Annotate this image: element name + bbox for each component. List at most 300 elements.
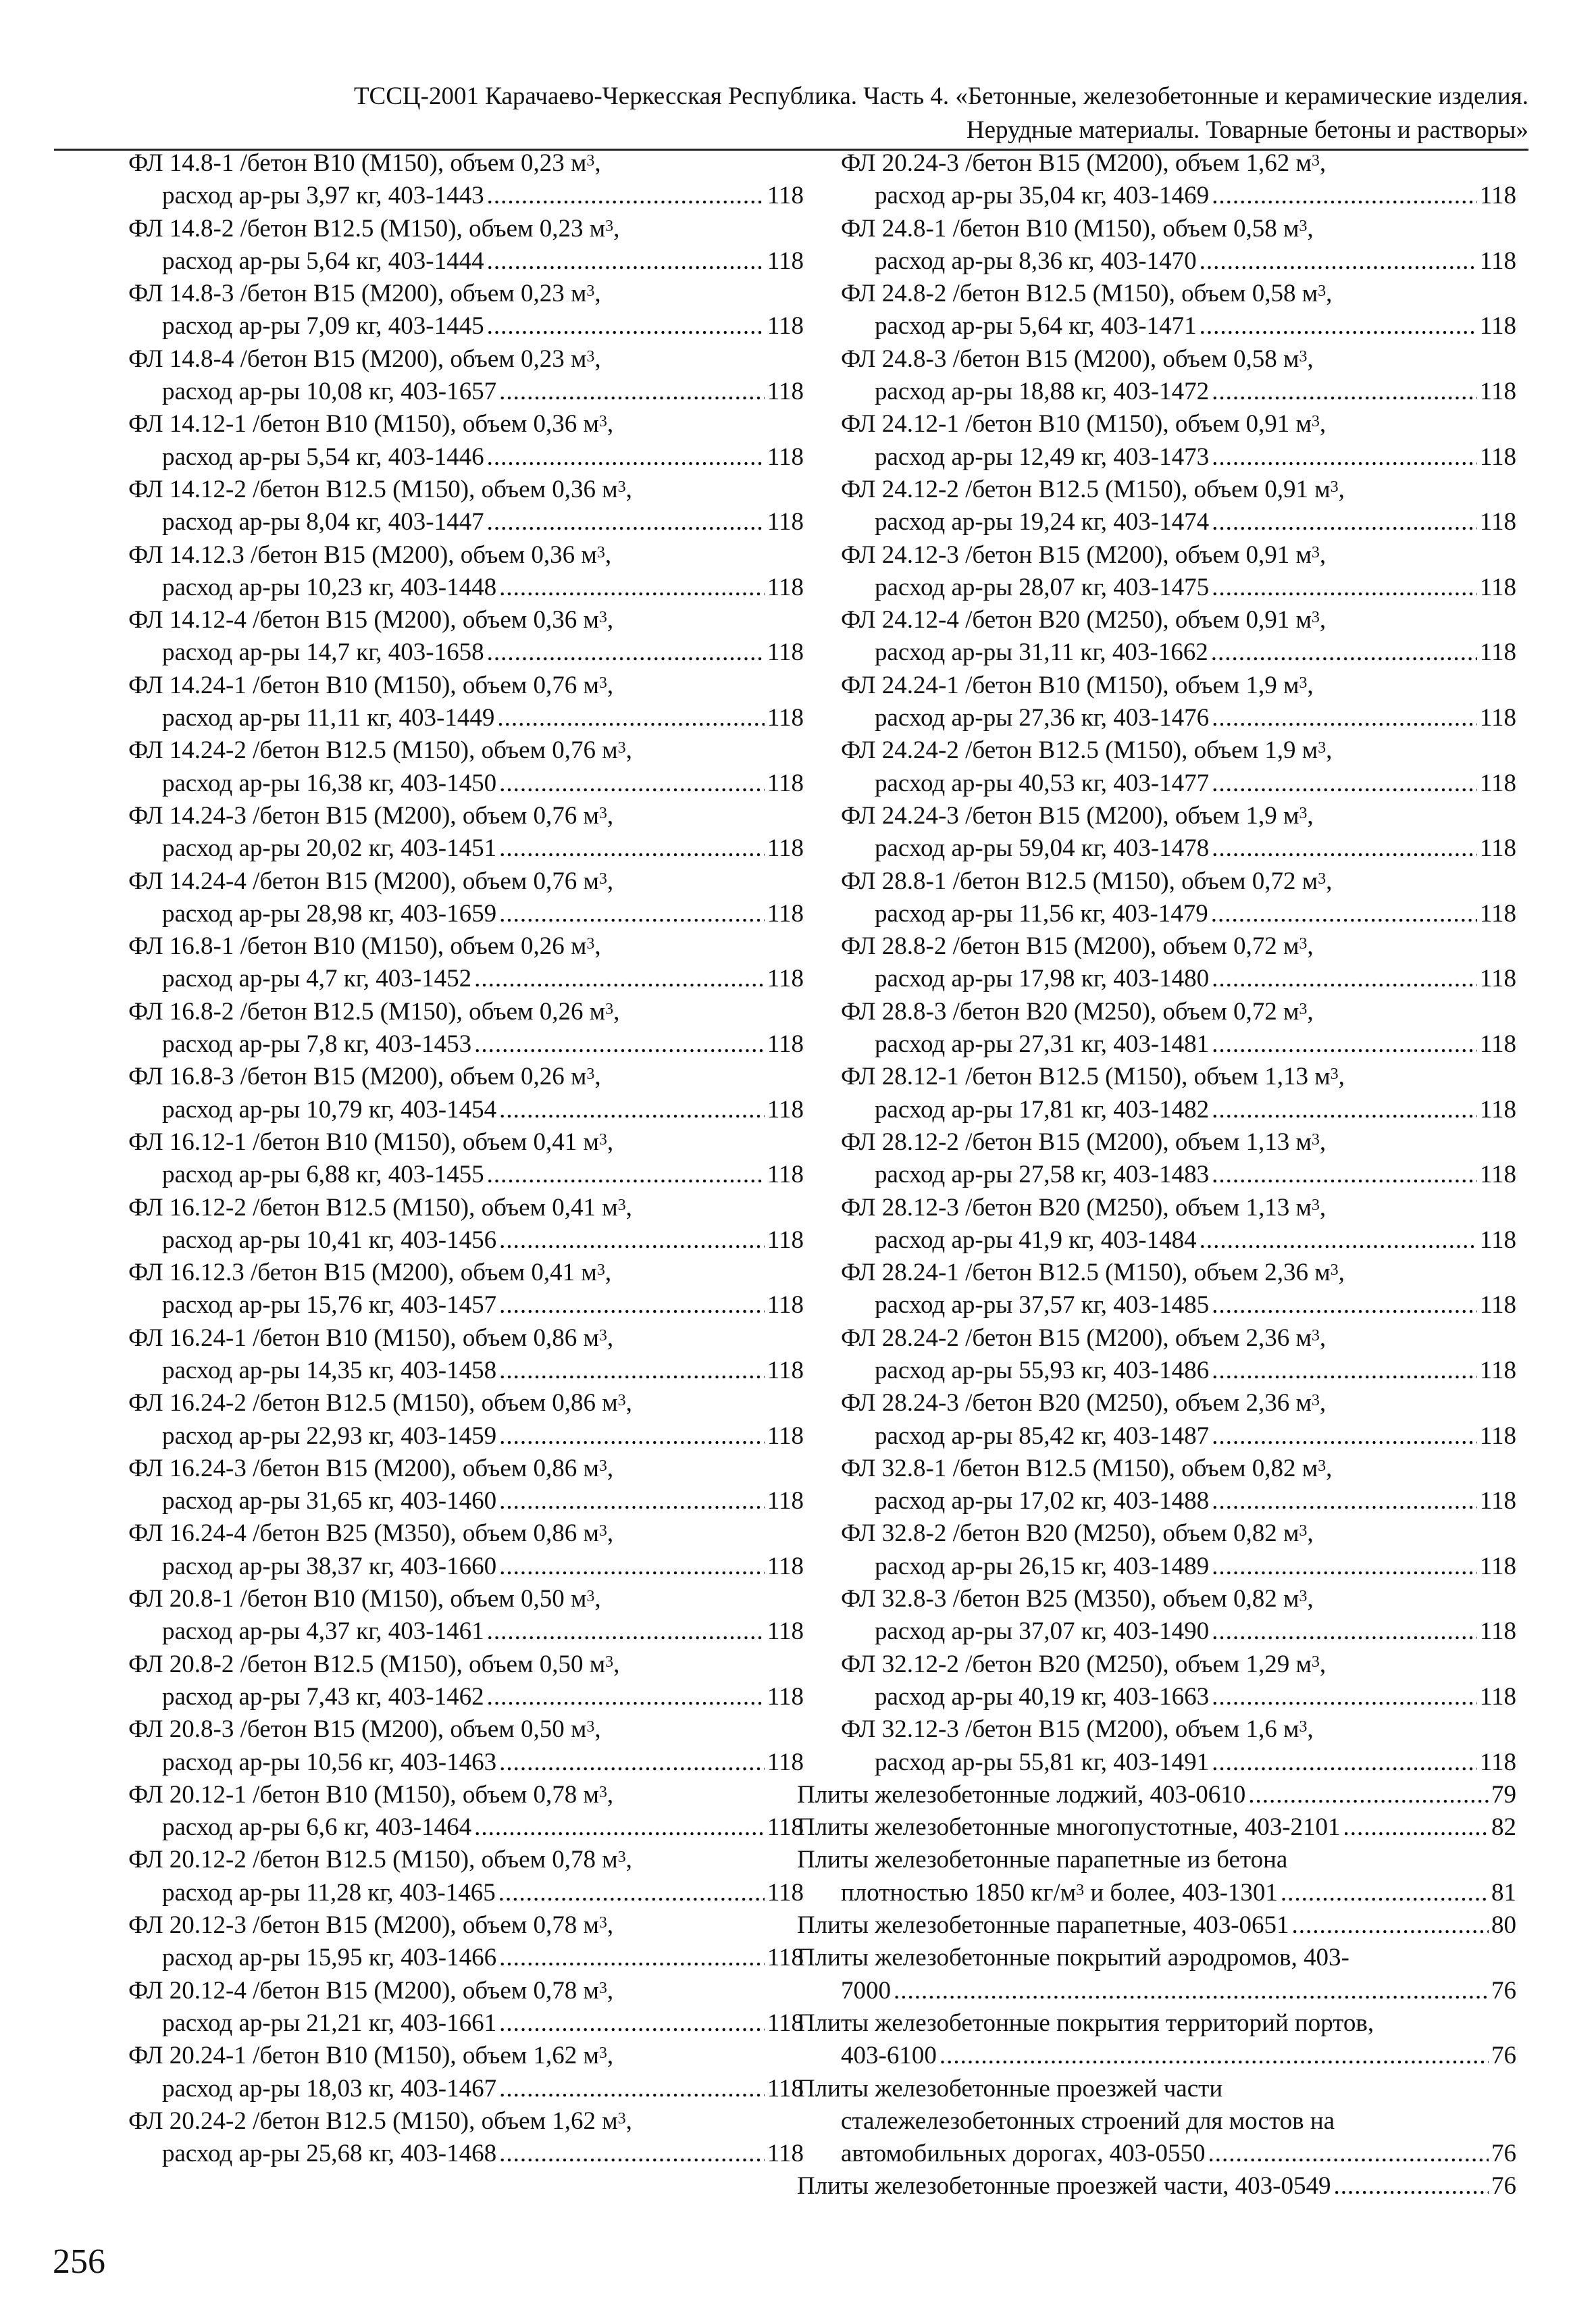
- plain-index-entry: [797, 1844, 1516, 1909]
- entry-title-text: ФЛ 24.24-3 /бетон В15 (М200), объем 1,9 м: [841, 801, 1299, 830]
- entry-title-tail: ,: [1326, 280, 1333, 308]
- entry-title-text: ФЛ 14.12-1 /бетон В10 (М150), объем 0,36 м: [128, 410, 599, 438]
- entry-title-sup: 3: [1318, 739, 1327, 757]
- entry-detail: [128, 963, 804, 995]
- entry-page: 118: [767, 1226, 804, 1254]
- entry-title-tail: ,: [625, 1389, 632, 1417]
- dot-leader: [1212, 1746, 1477, 1779]
- index-entry: [128, 147, 804, 213]
- entry-page: 118: [1479, 247, 1516, 275]
- index-entry: [128, 1387, 804, 1453]
- entry-title-sup: 3: [605, 217, 614, 235]
- entry-title-tail: ,: [625, 1846, 632, 1874]
- plain-entry-last-line: [797, 2170, 1516, 2203]
- dot-leader: [1333, 2170, 1489, 2203]
- entry-title: [841, 1126, 1516, 1159]
- entry-title-tail: ,: [594, 149, 601, 177]
- entry-title-tail: ,: [607, 1324, 614, 1352]
- entry-title: [841, 1649, 1516, 1681]
- entry-detail-text: расход ар-ры 17,81 кг, 403-1482: [875, 1095, 1210, 1124]
- entry-title-text: ФЛ 16.24-3 /бетон В15 (М200), объем 0,86 м: [128, 1454, 599, 1482]
- entry-detail: [841, 1355, 1516, 1387]
- index-entry: [841, 1649, 1516, 1714]
- entry-title-sup: 3: [617, 2109, 626, 2128]
- entry-page: 118: [1479, 899, 1516, 928]
- entry-detail-text: расход ар-ры 18,03 кг, 403-1467: [162, 2074, 497, 2103]
- entry-page: 118: [767, 1552, 804, 1580]
- index-column-right: [797, 147, 1516, 2203]
- plain-entry-text: 7000: [841, 1976, 891, 2005]
- entry-detail-text: расход ар-ры 25,68 кг, 403-1468: [162, 2140, 497, 2168]
- entry-detail: [128, 1159, 804, 1191]
- entry-detail-text: расход ар-ры 14,35 кг, 403-1458: [162, 1356, 497, 1384]
- entry-detail-text: расход ар-ры 28,98 кг, 403-1659: [162, 899, 497, 928]
- entry-page: 118: [767, 1748, 804, 1776]
- entry-title-text: ФЛ 28.8-1 /бетон В12.5 (М150), объем 0,72 м: [841, 867, 1318, 895]
- plain-entry-text: Плиты железобетонные многопустотные, 403-2101: [797, 1813, 1341, 1842]
- entry-title-tail: ,: [1319, 149, 1327, 177]
- entry-title-tail: ,: [1307, 671, 1314, 699]
- entry-title: [128, 1387, 804, 1419]
- entry-title-text: ФЛ 28.12-1 /бетон В12.5 (М150), объем 1,13 м: [841, 1063, 1331, 1091]
- entry-detail-text: расход ар-ры 37,07 кг, 403-1490: [875, 1617, 1210, 1646]
- entry-title-text: ФЛ 24.12-3 /бетон В15 (М200), объем 0,91 м: [841, 540, 1312, 569]
- entry-title-text: ФЛ 16.12-2 /бетон В12.5 (М150), объем 0,41 м: [128, 1193, 618, 1222]
- entry-detail-text: расход ар-ры 6,88 кг, 403-1455: [162, 1161, 484, 1189]
- dot-leader: [1292, 1909, 1489, 1942]
- entry-title: [841, 474, 1516, 506]
- entry-page: 118: [767, 247, 804, 275]
- entry-title-tail: ,: [1307, 1715, 1314, 1744]
- entry-title: [841, 539, 1516, 572]
- entry-title-sup: 3: [1299, 217, 1308, 235]
- entry-page: 118: [767, 2009, 804, 2037]
- dot-leader: [1248, 1779, 1489, 1811]
- entry-detail-text: расход ар-ры 8,04 кг, 403-1447: [162, 508, 484, 536]
- plain-entry-page: 76: [1491, 2172, 1516, 2200]
- entry-page: 118: [767, 1487, 804, 1515]
- entry-title-tail: ,: [625, 736, 632, 765]
- entry-title: [841, 408, 1516, 441]
- entry-detail-text: расход ар-ры 28,07 кг, 403-1475: [875, 573, 1210, 601]
- entry-detail-text: расход ар-ры 35,04 кг, 403-1469: [875, 182, 1210, 210]
- dot-leader: [499, 2007, 765, 2040]
- index-entry: [128, 2040, 804, 2105]
- index-entry: [841, 1387, 1516, 1453]
- dot-leader: [1212, 1681, 1477, 1713]
- entry-page: 118: [767, 2074, 804, 2103]
- entry-title-sup: 3: [586, 282, 595, 301]
- entry-detail-text: расход ар-ры 4,7 кг, 403-1452: [162, 965, 472, 993]
- entry-title-sup: 3: [596, 543, 605, 561]
- dot-leader: [1212, 1159, 1477, 1191]
- index-entry: [841, 734, 1516, 800]
- entry-detail-text: расход ар-ры 16,38 кг, 403-1450: [162, 769, 497, 797]
- entry-title-tail: ,: [625, 475, 632, 503]
- entry-title-sup: 3: [598, 413, 607, 431]
- index-entry: [128, 213, 804, 278]
- entry-page: 118: [767, 1617, 804, 1646]
- entry-title-text: ФЛ 32.12-2 /бетон В20 (М250), объем 1,29 м: [841, 1650, 1312, 1678]
- index-entry: [841, 1713, 1516, 1779]
- entry-detail-text: расход ар-ры 10,79 кг, 403-1454: [162, 1095, 497, 1124]
- index-entry: [128, 800, 804, 865]
- entry-title: [128, 408, 804, 441]
- entry-page: 118: [767, 769, 804, 797]
- dot-leader: [1212, 1420, 1477, 1453]
- index-entry: [128, 1517, 804, 1583]
- entry-title-sup: 3: [1318, 1457, 1327, 1475]
- entry-page: 118: [1479, 1161, 1516, 1189]
- entry-title-text: ФЛ 28.8-3 /бетон В20 (М250), объем 0,72 м: [841, 997, 1299, 1026]
- entry-page: 118: [767, 1291, 804, 1319]
- entry-detail-text: расход ар-ры 20,02 кг, 403-1451: [162, 834, 497, 863]
- plain-index-entry: [797, 1942, 1516, 2007]
- index-entry: [841, 278, 1516, 343]
- entry-detail-text: расход ар-ры 10,08 кг, 403-1657: [162, 378, 497, 406]
- page-number: 256: [53, 2242, 105, 2281]
- index-entry: [841, 1517, 1516, 1583]
- entry-detail: [841, 441, 1516, 474]
- entry-title-tail: ,: [1326, 867, 1333, 895]
- index-entry: [841, 604, 1516, 670]
- dot-leader: [1212, 1615, 1477, 1648]
- dot-leader: [1200, 245, 1477, 278]
- entry-page: 118: [767, 899, 804, 928]
- entry-title-text: ФЛ 16.12.3 /бетон В15 (М200), объем 0,41 м: [128, 1259, 597, 1287]
- header-line-2: Нерудные материалы. Товарные бетоны и растворы»: [966, 116, 1528, 144]
- index-entry: [128, 343, 804, 409]
- entry-title-tail: ,: [1307, 1519, 1314, 1548]
- entry-detail-text: расход ар-ры 17,02 кг, 403-1488: [875, 1487, 1210, 1515]
- dot-leader: [1212, 572, 1477, 604]
- entry-title: [128, 1909, 804, 1942]
- entry-detail-text: расход ар-ры 10,56 кг, 403-1463: [162, 1748, 497, 1776]
- entry-detail: [128, 832, 804, 865]
- entry-title: [128, 474, 804, 506]
- entry-title-sup: 3: [598, 1914, 607, 1932]
- index-entry: [128, 1909, 804, 1975]
- entry-detail: [841, 963, 1516, 995]
- entry-title-sup: 3: [586, 347, 595, 366]
- entry-detail-text: расход ар-ры 5,54 кг, 403-1446: [162, 443, 484, 471]
- entry-title-tail: ,: [1307, 997, 1314, 1026]
- entry-detail: [128, 1942, 804, 1974]
- entry-title-tail: ,: [613, 1650, 620, 1678]
- entry-title-text: ФЛ 24.8-1 /бетон В10 (М150), объем 0,58 м: [841, 214, 1299, 243]
- entry-title-text: ФЛ 32.8-1 /бетон В12.5 (М150), объем 0,82 м: [841, 1454, 1318, 1482]
- dot-leader: [1212, 832, 1477, 865]
- entry-title: [841, 1192, 1516, 1224]
- entry-title-tail: ,: [594, 280, 601, 308]
- entry-title-text: ФЛ 24.12-1 /бетон В10 (М150), объем 0,91 м: [841, 410, 1312, 438]
- entry-page: 118: [767, 573, 804, 601]
- entry-title: [128, 2105, 804, 2138]
- entry-page: 118: [767, 312, 804, 341]
- plain-entry-page: 76: [1491, 2042, 1516, 2070]
- plain-entry-last-line: [797, 1909, 1516, 1942]
- entry-title-text: ФЛ 14.24-4 /бетон В15 (М200), объем 0,76 м: [128, 867, 599, 895]
- entry-title: [128, 996, 804, 1028]
- entry-detail-text: расход ар-ры 85,42 кг, 403-1487: [875, 1422, 1210, 1450]
- plain-entry-text: 403-6100: [841, 2042, 937, 2070]
- plain-entry-text: Плиты железобетонные проезжей части, 403-0549: [797, 2172, 1331, 2200]
- dot-leader: [499, 1420, 765, 1453]
- entry-page: 118: [1479, 1552, 1516, 1580]
- entry-detail: [841, 1289, 1516, 1322]
- entry-detail: [128, 245, 804, 278]
- index-entry: [841, 539, 1516, 605]
- entry-title: [841, 865, 1516, 898]
- index-entry: [128, 930, 804, 996]
- entry-title-sup: 3: [1311, 1196, 1320, 1214]
- entry-title: [128, 1517, 804, 1550]
- entry-detail: [128, 506, 804, 538]
- entry-title-sup: 3: [605, 1000, 614, 1018]
- entry-title-text: ФЛ 14.12-4 /бетон В15 (М200), объем 0,36 м: [128, 606, 599, 634]
- dot-leader: [1212, 441, 1477, 474]
- dot-leader: [499, 1224, 765, 1257]
- entry-title-text: ФЛ 28.12-2 /бетон В15 (М200), объем 1,13 м: [841, 1128, 1312, 1156]
- entry-detail: [841, 245, 1516, 278]
- entry-page: 118: [1479, 312, 1516, 341]
- dot-leader: [499, 1094, 765, 1126]
- entry-detail-text: расход ар-ры 26,15 кг, 403-1489: [875, 1552, 1210, 1580]
- plain-entry-text-post: и более, 403-1301: [1084, 1878, 1278, 1907]
- dot-leader: [474, 1028, 765, 1061]
- entry-detail: [128, 1681, 804, 1713]
- entry-title-tail: ,: [1319, 1128, 1327, 1156]
- entry-title: [128, 1453, 804, 1485]
- dot-leader: [498, 1877, 765, 1909]
- entry-title-text: ФЛ 20.24-1 /бетон В10 (М150), объем 1,62 м: [128, 2042, 599, 2070]
- entry-detail-text: расход ар-ры 10,23 кг, 403-1448: [162, 573, 497, 601]
- entry-title-tail: ,: [594, 1063, 601, 1091]
- entry-title-text: ФЛ 14.8-3 /бетон В15 (М200), объем 0,23 м: [128, 280, 587, 308]
- entry-title-tail: ,: [625, 1193, 632, 1222]
- entry-page: 118: [1479, 573, 1516, 601]
- index-entry: [841, 1583, 1516, 1649]
- entry-page: 118: [767, 2140, 804, 2168]
- index-entry: [128, 539, 804, 605]
- entry-page: 118: [1479, 182, 1516, 210]
- entry-title-tail: ,: [1307, 214, 1314, 243]
- entry-title-tail: ,: [607, 1976, 614, 2005]
- entry-title-text: ФЛ 20.8-2 /бетон В12.5 (М150), объем 0,50 м: [128, 1650, 606, 1678]
- entry-detail: [841, 572, 1516, 604]
- dot-leader: [1212, 1355, 1477, 1387]
- entry-title: [841, 670, 1516, 702]
- entry-detail: [128, 898, 804, 930]
- entry-title-sup: 3: [1299, 935, 1308, 953]
- entry-title-tail: ,: [1319, 1389, 1327, 1417]
- entry-detail: [128, 702, 804, 734]
- entry-page: 118: [767, 1030, 804, 1059]
- entry-title-tail: ,: [594, 1715, 601, 1744]
- entry-title: [841, 1387, 1516, 1419]
- dot-leader: [487, 180, 765, 212]
- index-entry: [128, 670, 804, 735]
- entry-page: 118: [1479, 1030, 1516, 1059]
- entry-detail: [841, 1681, 1516, 1713]
- index-entry: [128, 996, 804, 1061]
- entry-title-sup: 3: [1311, 1392, 1320, 1410]
- entry-detail: [841, 1746, 1516, 1779]
- entry-page: 118: [1479, 1748, 1516, 1776]
- dot-leader: [499, 832, 765, 865]
- plain-index-entry: [797, 1811, 1516, 1844]
- entry-title-sup: 3: [617, 1392, 626, 1410]
- index-entry: [128, 1126, 804, 1192]
- entry-detail-text: расход ар-ры 7,09 кг, 403-1445: [162, 312, 484, 341]
- running-header: [54, 80, 1528, 147]
- entry-title-sup: 3: [586, 1065, 595, 1084]
- plain-entry-page: 79: [1491, 1780, 1516, 1809]
- entry-title: [841, 800, 1516, 832]
- entry-title-tail: ,: [1307, 801, 1314, 830]
- entry-page: 118: [1479, 834, 1516, 863]
- entry-title-text: ФЛ 24.8-3 /бетон В15 (М200), объем 0,58 м: [841, 345, 1299, 373]
- entry-detail: [841, 1551, 1516, 1583]
- plain-entry-last-line: [797, 1975, 1516, 2007]
- entry-title: [128, 1844, 804, 1876]
- entry-title-tail: ,: [594, 932, 601, 961]
- entry-title-text: ФЛ 14.8-1 /бетон В10 (М150), объем 0,23 м: [128, 149, 587, 177]
- plain-index-entry: [797, 2170, 1516, 2203]
- entry-title-sup: 3: [1311, 1653, 1320, 1671]
- index-entry: [128, 408, 804, 474]
- entry-title-tail: ,: [594, 1585, 601, 1613]
- entry-title-sup: 3: [617, 478, 626, 496]
- index-entry: [841, 1126, 1516, 1192]
- entry-page: 118: [767, 704, 804, 732]
- entry-title: [841, 1322, 1516, 1355]
- header-line-1: ТССЦ-2001 Карачаево-Черкесская Республика. Часть 4. «Бетонные, железобетонные и керамические изделия.: [353, 82, 1528, 110]
- plain-entry-line: Плиты железобетонные проезжей части: [797, 2074, 1223, 2103]
- entry-detail-text: расход ар-ры 11,28 кг, 403-1465: [162, 1878, 496, 1907]
- entry-page: 118: [1479, 1356, 1516, 1384]
- entry-page: 118: [1479, 378, 1516, 406]
- entry-detail-text: расход ар-ры 11,56 кг, 403-1479: [875, 899, 1208, 928]
- entry-detail-text: расход ар-ры 3,97 кг, 403-1443: [162, 182, 484, 210]
- entry-title-text: ФЛ 14.12-2 /бетон В12.5 (М150), объем 0,36 м: [128, 475, 618, 503]
- entry-page: 118: [1479, 443, 1516, 471]
- entry-title-sup: 3: [598, 804, 607, 822]
- index-entry: [128, 1061, 804, 1126]
- entry-title-sup: 3: [598, 1457, 607, 1475]
- entry-detail-text: расход ар-ры 31,11 кг, 403-1662: [875, 638, 1208, 667]
- dot-leader: [499, 1551, 765, 1583]
- entry-title: [128, 670, 804, 702]
- entry-detail: [841, 1094, 1516, 1126]
- entry-detail-text: расход ар-ры 18,88 кг, 403-1472: [875, 378, 1210, 406]
- index-entry: [841, 1453, 1516, 1518]
- entry-detail-text: расход ар-ры 10,41 кг, 403-1456: [162, 1226, 497, 1254]
- entry-title-text: ФЛ 20.8-1 /бетон В10 (М150), объем 0,50 м: [128, 1585, 587, 1613]
- entry-title: [128, 147, 804, 180]
- entry-page: 118: [1479, 965, 1516, 993]
- dot-leader: [497, 702, 764, 734]
- entry-detail-text: расход ар-ры 27,58 кг, 403-1483: [875, 1161, 1210, 1189]
- plain-entry-text: Плиты железобетонные лоджий, 403-0610: [797, 1780, 1246, 1809]
- entry-title-text: ФЛ 16.24-1 /бетон В10 (М150), объем 0,86 м: [128, 1324, 599, 1352]
- dot-leader: [1212, 963, 1477, 995]
- entry-title-text: ФЛ 20.24-2 /бетон В12.5 (М150), объем 1,62 м: [128, 2107, 618, 2135]
- dot-leader: [487, 636, 765, 669]
- entry-detail-text: расход ар-ры 27,31 кг, 403-1481: [875, 1030, 1210, 1059]
- entry-title: [128, 734, 804, 767]
- entry-page: 118: [767, 638, 804, 667]
- dot-leader: [939, 2040, 1489, 2072]
- entry-title: [841, 1257, 1516, 1289]
- dot-leader: [499, 1746, 765, 1779]
- entry-title-tail: ,: [604, 1259, 612, 1287]
- entry-title: [841, 147, 1516, 180]
- entry-detail-text: расход ар-ры 22,93 кг, 403-1459: [162, 1422, 497, 1450]
- entry-detail: [841, 768, 1516, 800]
- entry-title-tail: ,: [604, 540, 612, 569]
- plain-index-entry: [797, 1909, 1516, 1942]
- entry-page: 118: [767, 1944, 804, 1972]
- entry-detail-text: расход ар-ры 27,36 кг, 403-1476: [875, 704, 1210, 732]
- entry-page: 118: [1479, 508, 1516, 536]
- dot-leader: [1343, 1811, 1489, 1844]
- entry-detail: [128, 1551, 804, 1583]
- entry-title-tail: ,: [1319, 1324, 1327, 1352]
- entry-title-text: ФЛ 32.12-3 /бетон В15 (М200), объем 1,6 м: [841, 1715, 1299, 1744]
- entry-title-tail: ,: [607, 671, 614, 699]
- entry-title-sup: 3: [1311, 609, 1320, 627]
- dot-leader: [499, 1289, 765, 1322]
- entry-title: [841, 1517, 1516, 1550]
- plain-entry-last-line: [797, 2040, 1516, 2072]
- entry-detail: [841, 506, 1516, 538]
- entry-title: [128, 865, 804, 898]
- entry-title-text: ФЛ 20.12-2 /бетон В12.5 (М150), объем 0,78 м: [128, 1846, 618, 1874]
- entry-detail: [128, 2007, 804, 2040]
- plain-entry-line: Плиты железобетонные парапетные из бетона: [797, 1846, 1288, 1874]
- entry-detail: [841, 310, 1516, 343]
- index-entry: [841, 930, 1516, 996]
- entry-detail-text: расход ар-ры 7,43 кг, 403-1462: [162, 1682, 484, 1711]
- entry-detail: [128, 572, 804, 604]
- entry-page: 118: [1479, 1422, 1516, 1450]
- index-entry: [841, 670, 1516, 735]
- entry-title-sup: 3: [1299, 1718, 1308, 1736]
- index-entry: [128, 1322, 804, 1388]
- entry-title-text: ФЛ 32.8-3 /бетон В25 (М350), объем 0,82 м: [841, 1585, 1299, 1613]
- entry-page: 118: [767, 965, 804, 993]
- entry-title-sup: 3: [1311, 1130, 1320, 1149]
- entry-title-tail: ,: [613, 214, 620, 243]
- entry-title: [128, 1975, 804, 2007]
- entry-title-sup: 3: [1330, 1065, 1339, 1084]
- dot-leader: [487, 506, 765, 538]
- entry-detail-text: расход ар-ры 37,57 кг, 403-1485: [875, 1291, 1210, 1319]
- entry-detail: [128, 1355, 804, 1387]
- entry-title-tail: ,: [1319, 540, 1327, 569]
- entry-title: [128, 1779, 804, 1811]
- dot-leader: [1212, 1485, 1477, 1517]
- plain-entry-page: 76: [1491, 1976, 1516, 2005]
- entry-page: 118: [767, 1161, 804, 1189]
- entry-detail: [841, 1615, 1516, 1648]
- entry-title-sup: 3: [598, 1783, 607, 1801]
- entry-title: [128, 213, 804, 245]
- index-entry: [841, 1061, 1516, 1126]
- entry-detail: [128, 1811, 804, 1844]
- index-entry: [841, 865, 1516, 931]
